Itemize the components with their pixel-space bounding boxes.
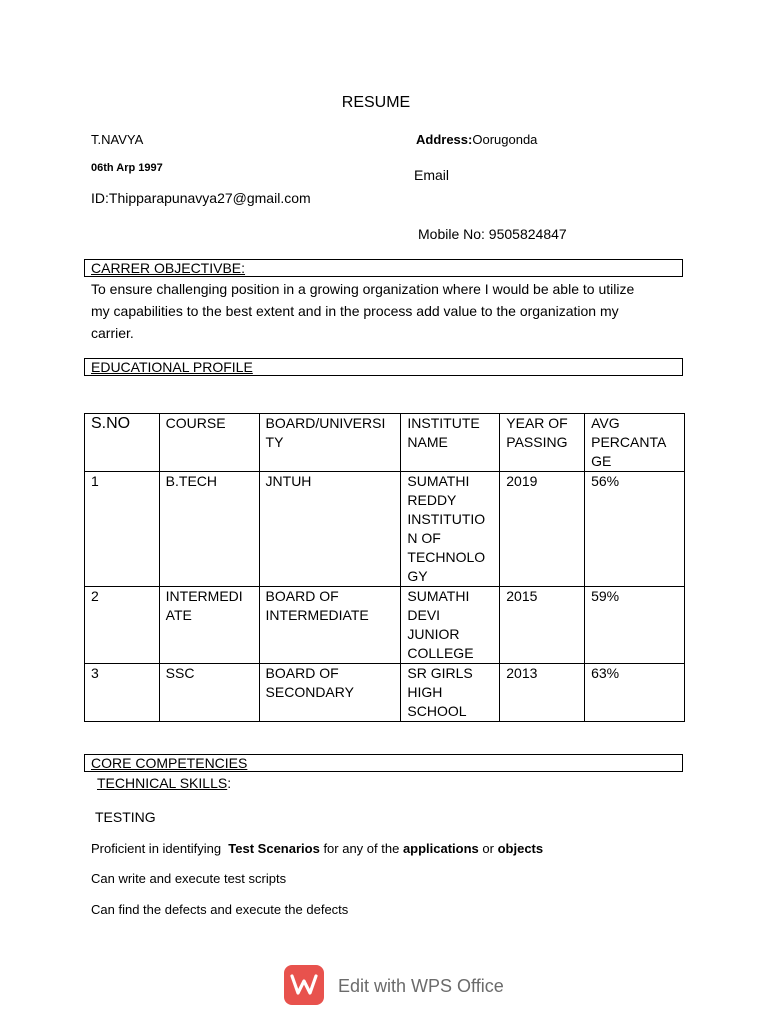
cell-line: REDDY — [407, 492, 457, 508]
header-board-line: BOARD/UNIVERSI — [265, 415, 386, 431]
education-table — [84, 413, 685, 722]
email-id-value: :Thipparapunavya27@gmail.com — [105, 190, 311, 206]
cell-avg: 63% — [585, 664, 685, 722]
header-institute — [401, 414, 500, 472]
address-label: Address: — [416, 132, 473, 147]
edit-with-wps-link[interactable]: Edit with WPS Office — [338, 976, 504, 996]
cell-line: DEVI — [407, 607, 441, 623]
objective-line: To ensure challenging position in a growing organization where I would be able to utilize — [91, 281, 635, 297]
header-avg-line: GE — [591, 453, 612, 469]
skill-line-1 — [91, 841, 543, 856]
competencies-heading-box — [84, 754, 683, 772]
cell-line: B.TECH — [165, 473, 218, 489]
technical-skills-line — [97, 775, 231, 791]
cell-line: ATE — [165, 607, 192, 623]
cell-year: 2013 — [500, 664, 585, 722]
technical-skills-label: TECHNICAL SKILLS — [97, 775, 228, 791]
cell-sno: 3 — [85, 664, 160, 722]
header-institute-line: NAME — [407, 434, 448, 450]
cell-sno: 2 — [85, 587, 160, 664]
objective-heading: CARRER OBJECTIVBE: — [91, 260, 246, 276]
header-institute-line: INSTITUTE — [407, 415, 480, 431]
address-value: Oorugonda — [472, 132, 538, 147]
table-header-row — [85, 414, 685, 472]
education-heading: EDUCATIONAL PROFILE — [91, 359, 253, 375]
table-row — [85, 587, 685, 664]
cell-avg: 59% — [585, 587, 685, 664]
cell-course — [159, 664, 259, 722]
skill-keyword: objects — [497, 841, 544, 856]
cell-line: INSTITUTIO — [407, 511, 486, 527]
cell-line: HIGH — [407, 684, 443, 700]
cell-board — [259, 472, 401, 587]
cell-line: JUNIOR — [407, 626, 460, 642]
cell-line: TECHNOLO — [407, 549, 486, 565]
header-board-line: TY — [265, 434, 284, 450]
cell-line: COLLEGE — [407, 645, 474, 661]
date-of-birth: 06th Arp 1997 — [91, 162, 163, 174]
skill-line-2: Can write and execute test scripts — [91, 871, 287, 886]
mobile-line — [418, 226, 567, 242]
competencies-heading: CORE COMPETENCIES — [91, 755, 248, 771]
cell-institute — [401, 664, 500, 722]
objective-line: my capabilities to the best extent and in the process add value to the organization my — [91, 303, 619, 319]
cell-avg: 56% — [585, 472, 685, 587]
objective-text — [91, 278, 691, 344]
header-avg-line: AVG — [591, 415, 620, 431]
header-avg — [585, 414, 685, 472]
header-sno: S.NO — [85, 414, 160, 472]
wps-office-logo-icon[interactable] — [284, 965, 324, 1005]
cell-line: INTERMEDI — [165, 588, 243, 604]
cell-line: SUMATHI — [407, 588, 470, 604]
skill-keyword: Test Scenarios — [228, 841, 320, 856]
skill-text: for any of the — [319, 841, 403, 856]
cell-line: SUMATHI — [407, 473, 470, 489]
table-row — [85, 664, 685, 722]
header-year-line: PASSING — [506, 434, 568, 450]
cell-board — [259, 587, 401, 664]
cell-line: SR GIRLS — [407, 665, 473, 681]
cell-year: 2015 — [500, 587, 585, 664]
resume-title: RESUME — [341, 94, 411, 111]
email-id-line — [91, 190, 311, 206]
skill-keyword: applications — [402, 841, 479, 856]
cell-year: 2019 — [500, 472, 585, 587]
table-row — [85, 472, 685, 587]
cell-line: SSC — [165, 665, 195, 681]
address-line — [416, 132, 537, 147]
cell-line: INTERMEDIATE — [265, 607, 369, 623]
candidate-name: T.NAVYA — [91, 132, 144, 147]
mobile-label: Mobile No — [418, 226, 482, 242]
cell-course — [159, 472, 259, 587]
header-board — [259, 414, 401, 472]
objective-heading-box — [84, 259, 683, 277]
testing-label: TESTING — [95, 809, 156, 825]
header-year — [500, 414, 585, 472]
header-course: COURSE — [159, 414, 259, 472]
cell-line: N OF — [407, 530, 441, 546]
technical-skills-colon: : — [227, 775, 232, 791]
cell-line: GY — [407, 568, 428, 584]
skill-line-3: Can find the defects and execute the defects — [91, 902, 349, 917]
email-label: Email — [414, 167, 450, 183]
cell-line: BOARD OF — [265, 665, 339, 681]
skill-text: or — [478, 841, 498, 856]
cell-line: BOARD OF — [265, 588, 339, 604]
header-year-line: YEAR OF — [506, 415, 568, 431]
cell-institute — [401, 587, 500, 664]
cell-board — [259, 664, 401, 722]
skill-text: Proficient in identifying — [91, 841, 229, 856]
cell-line: SCHOOL — [407, 703, 467, 719]
objective-line: carrier. — [91, 325, 134, 341]
cell-sno: 1 — [85, 472, 160, 587]
cell-course — [159, 587, 259, 664]
cell-line: JNTUH — [265, 473, 312, 489]
email-id-label: ID — [91, 190, 105, 206]
cell-institute — [401, 472, 500, 587]
header-avg-line: PERCANTA — [591, 434, 667, 450]
education-heading-box — [84, 358, 683, 376]
mobile-value: : 9505824847 — [481, 226, 567, 242]
cell-line: SECONDARY — [265, 684, 354, 700]
